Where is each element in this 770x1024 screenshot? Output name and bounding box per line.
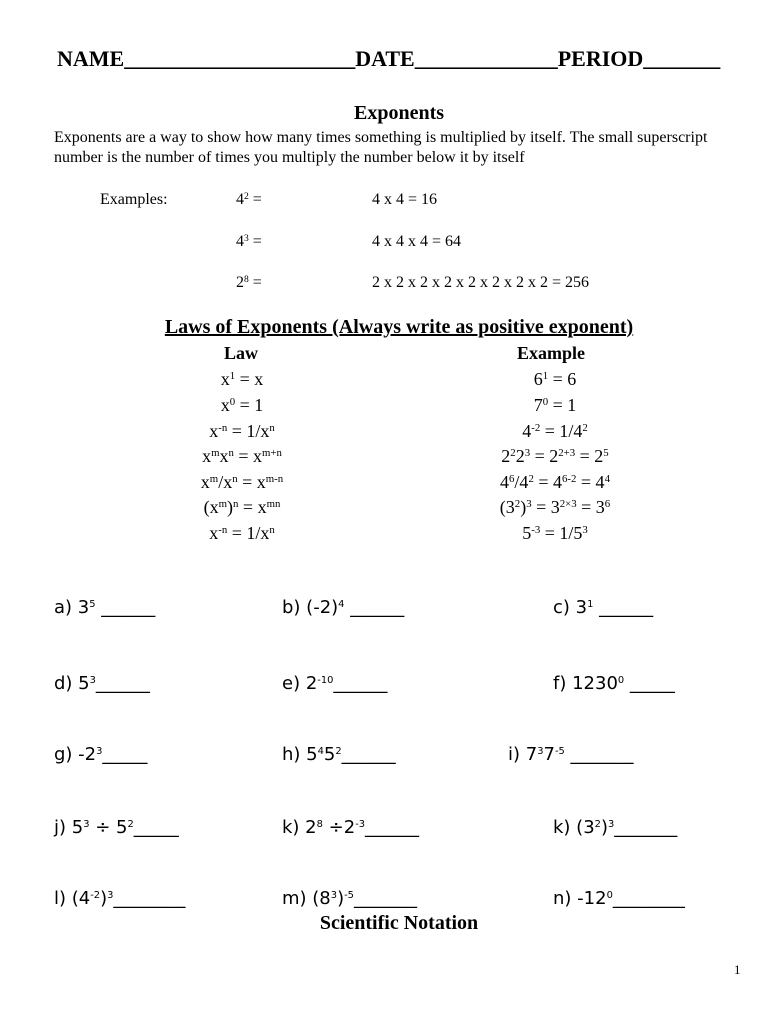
problem-n: n) $-12^0\_\_\_\_\_\_\_\_$ (553, 888, 685, 909)
law-example: $4^{-2} = 1/4^2$ (522, 421, 588, 441)
page-number: 1 (734, 962, 741, 977)
law-formula: $x^mx^n = x^{m+n}$ (202, 446, 282, 466)
problem-e: e) $2^{-10}\_\_\_\_\_\_$ (282, 673, 388, 694)
problem-k-second: k) $(3^2)^3\_\_\_\_\_\_\_$ (553, 817, 678, 838)
law-formula: $x^{-n} = 1/x^n$ (209, 421, 275, 441)
intro-paragraph: Exponents are a way to show how many times something is multiplied by itself. The small superscript number is the number of times you multiply the number below it by itself (54, 129, 708, 166)
problem-i: i) $7^37^{-5}$ _______ (508, 744, 634, 765)
problem-h: h) $5^45^2\_\_\_\_\_\_$ (282, 744, 396, 765)
example-expression-3: $2^8$ = (236, 273, 262, 291)
example-expansion-3: 2 x 2 x 2 x 2 x 2 x 2 x 2 x 2 = 256 (372, 274, 590, 291)
problem-m: m) $(8^3)^{-5}\_\_\_\_\_\_\_$ (282, 888, 417, 909)
problem-l: l) $(4^{-2})^3\_\_\_\_\_\_\_\_$ (54, 888, 186, 909)
example-expression-1: $4^2$ = (236, 190, 262, 208)
law-example: $5^{-3} = 1/5^3$ (522, 523, 588, 543)
problem-g: g) $-2^3\_\_\_\_\_$ (54, 744, 148, 765)
problem-d: d) $5^3\_\_\_\_\_\_$ (54, 673, 150, 694)
problem-j: j) $5^3$ ÷ $5^2\_\_\_\_\_$ (54, 817, 179, 838)
problem-k: k) $2^8$ $\div 2^{-3}\_\_\_\_\_\_$ (282, 817, 420, 838)
scientific-notation-heading: Scientific Notation (319, 912, 479, 934)
law-example: $(3^2)^3 = 3^{2\times 3} = 3^6$ (499, 497, 611, 517)
law-formula: $x^m/x^n = x^{m-n}$ (200, 472, 284, 492)
name-date-period-line: NAME_____________________DATE_____________PERIOD_______ (57, 46, 721, 71)
law-formula: $x^1 = x$ (220, 369, 264, 389)
law-example: $4^6/4^2 = 4^{6-2} = 4^4$ (500, 472, 610, 492)
law-formula: $x^0 = 1$ (220, 395, 264, 415)
laws-title: Laws of Exponents (Always write as positive exponent) (164, 316, 634, 338)
example-expansion-1: 4 x 4 = 16 (372, 191, 438, 208)
law-example: $7^0 = 1$ (533, 395, 577, 415)
law-formula: $(x^m)^n = x^{mn}$ (203, 497, 281, 517)
law-example: $2^22^3 = 2^{2+3} = 2^5$ (501, 446, 609, 466)
problem-f: f) 1230$^0$ _____ (553, 673, 675, 694)
problem-a: a) $3^5$ ______ (54, 597, 156, 618)
law-column-header: Law (224, 343, 259, 363)
problem-c: c) $3^1$ ______ (553, 597, 654, 618)
law-example: $6^1 = 6$ (533, 369, 577, 389)
example-expression-2: $4^3$ = (236, 232, 262, 250)
example-expansion-2: 4 x 4 x 4 = 64 (372, 233, 462, 250)
example-column-header: Example (517, 343, 586, 363)
problem-b: b) $(-2)^4$ ______ (282, 597, 405, 618)
law-formula: $x^{-n} = 1/x^n$ (209, 523, 275, 543)
examples-label: Examples: (100, 191, 168, 208)
page-title: Exponents (353, 102, 445, 124)
